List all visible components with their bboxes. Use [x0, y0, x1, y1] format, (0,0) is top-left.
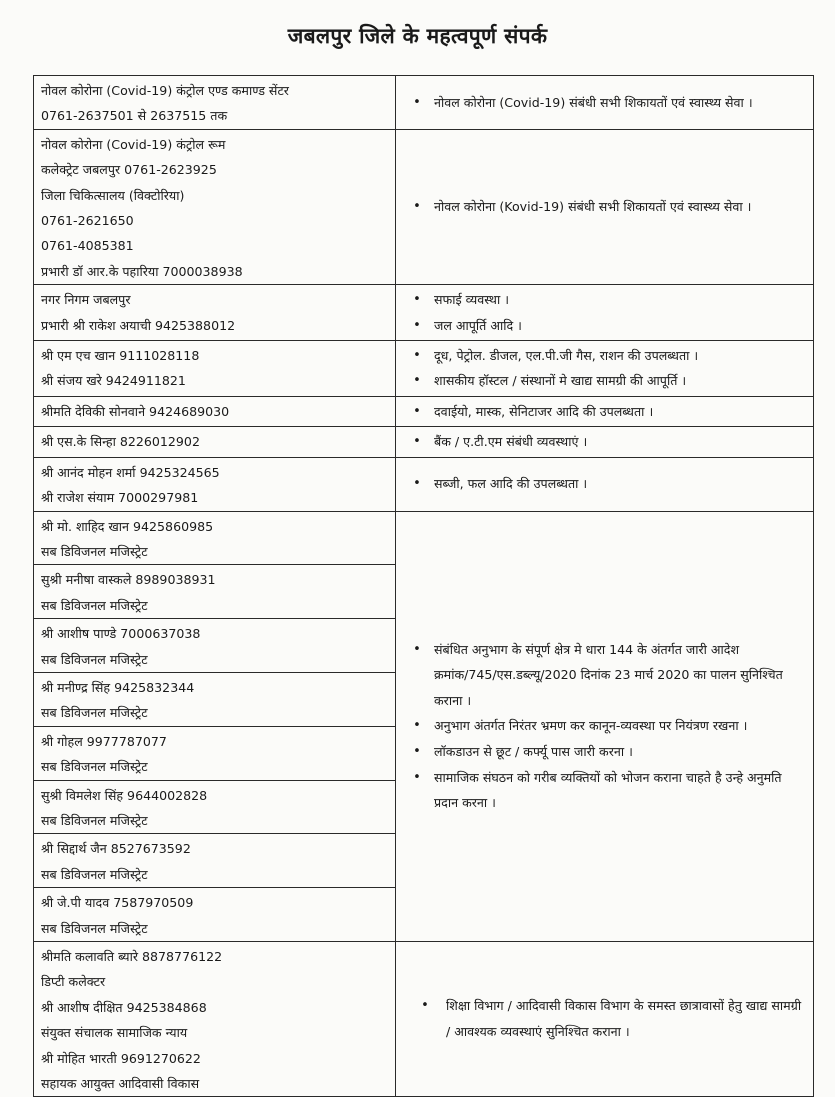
- bullet-icon: •: [413, 199, 421, 215]
- officer-designation: सब डिविजनल मजिस्ट्रेट: [41, 920, 148, 936]
- contact-cell: [34, 619, 396, 673]
- contact-cell: [34, 129, 396, 284]
- service-cell: [396, 942, 814, 1097]
- service-cell: [396, 396, 814, 426]
- bullet-icon: •: [413, 434, 421, 450]
- bullet-icon: •: [413, 348, 421, 364]
- contact-cell: [34, 341, 396, 397]
- contact-cell: [34, 427, 396, 457]
- contact-line: 0761-2621650: [41, 213, 134, 229]
- service-item: • नोवल कोरोना (Kovid-19) संबंधी सभी शिकायतों एवं स्वास्थ्य सेवा ।: [406, 194, 805, 220]
- contact-cell: [34, 672, 396, 726]
- contact-line: संयुक्त संचालक सामाजिक न्याय: [41, 1025, 188, 1041]
- table-row: [34, 129, 814, 284]
- bullet-icon: •: [413, 476, 421, 492]
- table-row: [34, 285, 814, 341]
- bullet-icon: •: [413, 744, 421, 760]
- officer-name: श्री गोहल 9977787077: [41, 733, 167, 749]
- contact-line: श्री राजेश संयाम 7000297981: [41, 490, 199, 506]
- service-item: • संबंधित अनुभाग के संपूर्ण क्षेत्र मे धारा 144 के अंतर्गत जारी आदेश क्रमांक/745/एस.डब्ल्यू/2020 दिनांक 23 मार्च 2020 का पालन सुनिश्चित कराना ।: [406, 637, 805, 714]
- service-cell: [396, 427, 814, 457]
- contact-cell: [34, 396, 396, 426]
- service-cell: [396, 285, 814, 341]
- contact-line: श्रीमति कलावति ब्यारे 8878776122: [41, 949, 223, 964]
- contact-line: श्री एम एच खान 9111028118: [41, 348, 200, 364]
- contact-line: जिला चिकित्सालय (विक्टोरिया): [41, 187, 185, 203]
- bullet-icon: •: [413, 641, 421, 657]
- service-item: • लॉकडाउन से छूट / कर्फ्यू पास जारी करना ।: [406, 739, 805, 765]
- contact-line: श्री आनंद मोहन शर्मा 9425324565: [41, 464, 220, 480]
- table-row: [34, 457, 814, 511]
- contact-line: श्री मोहित भारती 9691270622: [41, 1050, 201, 1066]
- bullet-icon: •: [413, 292, 421, 308]
- officer-designation: सब डिविजनल मजिस्ट्रेट: [41, 651, 148, 667]
- officer-name: सुश्री मनीषा वास्कले 8989038931: [41, 572, 216, 588]
- service-cell: [396, 511, 814, 942]
- contact-cell: [34, 511, 396, 565]
- contact-line: डिप्टी कलेक्टर: [41, 974, 106, 990]
- officer-designation: सब डिविजनल मजिस्ट्रेट: [41, 543, 148, 559]
- table-row: [34, 76, 814, 130]
- contact-line: श्री एस.के सिन्हा 8226012902: [41, 434, 200, 450]
- contact-line: प्रभारी डॉ आर.के पहारिया 7000038938: [41, 263, 243, 279]
- table-row: [34, 396, 814, 426]
- contact-line: नोवल कोरोना (Covid-19) कंट्रोल रूम: [41, 136, 226, 152]
- contact-cell: [34, 888, 396, 942]
- bullet-icon: •: [413, 769, 421, 785]
- table-row: [34, 942, 814, 1097]
- contact-line: श्री संजय खरे 9424911821: [41, 373, 186, 389]
- service-cell: [396, 76, 814, 130]
- officer-designation: सब डिविजनल मजिस्ट्रेट: [41, 812, 148, 828]
- officer-designation: सब डिविजनल मजिस्ट्रेट: [41, 759, 148, 775]
- officer-name: सुश्री विमलेश सिंह 9644002828: [41, 787, 208, 803]
- contact-line: नोवल कोरोना (Covid-19) कंट्रोल एण्ड कमाण्ड सेंटर: [41, 83, 289, 98]
- service-item: • बैंक / ए.टी.एम संबंधी व्यवस्थाएं ।: [406, 429, 805, 454]
- officer-designation: सब डिविजनल मजिस्ट्रेट: [41, 866, 148, 882]
- officer-designation: सब डिविजनल मजिस्ट्रेट: [41, 597, 148, 613]
- table-row: [34, 427, 814, 457]
- officer-name: श्री सिद्दार्थ जैन 8527673592: [41, 841, 191, 857]
- contact-line: प्रभारी श्री राकेश अयाची 9425388012: [41, 317, 236, 333]
- service-item: • शासकीय हॉस्टल / संस्थानों मे खाद्य सामग्री की आपूर्ति ।: [406, 368, 805, 393]
- contact-line: सहायक आयुक्त आदिवासी विकास: [41, 1076, 200, 1092]
- contact-line: 0761-2637501 से 2637515 तक: [41, 108, 228, 124]
- contact-cell: [34, 726, 396, 780]
- service-item: • दवाईयो, मास्क, सेनिटाजर आदि की उपलब्धता ।: [406, 399, 805, 424]
- contact-cell: [34, 457, 396, 511]
- bullet-icon: •: [413, 94, 421, 110]
- service-item: • शिक्षा विभाग / आदिवासी विकास विभाग के समस्त छात्रावासों हेतु खाद्य सामग्री / आवश्यक व्यवस्थाएं सुनिश्चित कराना ।: [406, 993, 805, 1045]
- contact-line: श्रीमति देविकी सोनवाने 9424689030: [41, 403, 230, 419]
- contact-cell: [34, 834, 396, 888]
- service-cell: [396, 457, 814, 511]
- table-row: [34, 511, 814, 565]
- officer-name: श्री मो. शाहिद खान 9425860985: [41, 518, 214, 534]
- bullet-icon: •: [413, 718, 421, 734]
- service-cell: [396, 341, 814, 397]
- service-item: • सब्जी, फल आदि की उपलब्धता ।: [406, 471, 805, 496]
- service-item: • अनुभाग अंतर्गत निरंतर भ्रमण कर कानून-व्यवस्था पर नियंत्रण रखना ।: [406, 713, 805, 739]
- contact-cell: [34, 780, 396, 834]
- table-row: [34, 341, 814, 397]
- contact-cell: [34, 942, 396, 1097]
- officer-name: श्री मनीण्द्र सिंह 9425832344: [41, 679, 195, 695]
- service-item: • सामाजिक संघठन को गरीब व्यक्तियों को भोजन कराना चाहते है उन्हे अनुमति प्रदान करना ।: [406, 765, 805, 816]
- service-item: • दूध, पेट्रोल. डीजल, एल.पी.जी गैस, राशन की उपलब्धता ।: [406, 343, 805, 368]
- bullet-icon: •: [413, 373, 421, 389]
- bullet-icon: •: [421, 998, 429, 1014]
- service-item: • सफाई व्यवस्था ।: [406, 287, 805, 312]
- service-cell: [396, 129, 814, 284]
- contact-cell: [34, 76, 396, 130]
- service-item: • जल आपूर्ति आदि ।: [406, 313, 805, 338]
- contact-cell: [34, 285, 396, 341]
- contact-line: कलेक्ट्रेट जबलपुर 0761-2623925: [41, 162, 217, 178]
- officer-designation: सब डिविजनल मजिस्ट्रेट: [41, 705, 148, 721]
- bullet-icon: •: [413, 317, 421, 333]
- officer-name: श्री आशीष पाण्डे 7000637038: [41, 626, 201, 642]
- page-title: जबलपुर जिले के महत्वपूर्ण संपर्क: [287, 24, 548, 48]
- officer-name: श्री जे.पी यादव 7587970509: [41, 895, 194, 911]
- contact-cell: [34, 565, 396, 619]
- service-item: • नोवल कोरोना (Covid-19) संबंधी सभी शिकायतों एवं स्वास्थ्य सेवा ।: [406, 90, 805, 116]
- bullet-icon: •: [413, 403, 421, 419]
- contact-line: नगर निगम जबलपुर: [41, 292, 131, 308]
- contacts-table: [33, 75, 814, 1097]
- contact-line: 0761-4085381: [41, 238, 134, 254]
- contact-line: श्री आशीष दीक्षित 9425384868: [41, 999, 207, 1015]
